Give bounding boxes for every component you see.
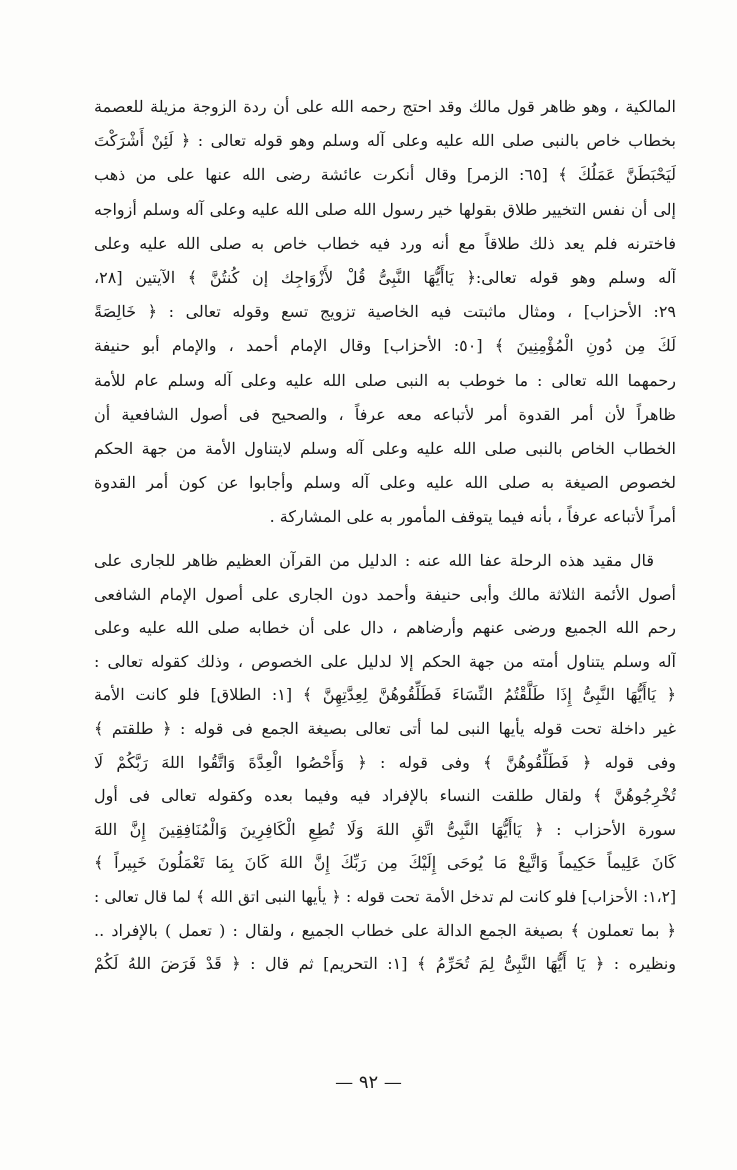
text-line: رحم الله الجميع ورضى عنهم وأرضاهم ، دال على أن خطابه صلى الله عليه وعلى	[94, 618, 676, 638]
text-line: أصول الأئمة الثلاثة مالك وأبى حنيفة وأحمد دون الجارى على أصول الإمام الشافعى	[94, 584, 676, 604]
text-line: ظاهراً لأن أمر القدوة أمر لأتباعه معه عرفاً ، والصحيح فى أصول الشافعية أن	[94, 404, 676, 424]
text-line: غير داخلة تحت قوله يأيها النبى لما أتى تعالى بصيغة الجمع فى قوله : ﴿ طلقتم ﴾	[94, 718, 676, 738]
text-line: لخصوص الصيغة به صلى الله عليه وعلى آله وسلم وأجابوا عن كون أمر القدوة	[94, 473, 676, 493]
text-line: الخطاب الخاص بالنبى صلى الله عليه وعلى آله وسلم لايتناول الأمة من جهة الحكم	[94, 438, 676, 458]
text-line: لَكَ مِن دُونِ الْمُؤْمِنِينَ ﴾ [٥٠: الأحزاب] وقال الإمام أحمد ، والإمام أبو حنيفة	[94, 336, 676, 356]
text-line: ٢٩: الأحزاب] ، ومثال ماثبتت فيه الخاصية تزويج تسع وقوله تعالى : ﴿ خَالِصَةً	[94, 302, 676, 322]
paragraph-2	[94, 544, 676, 981]
text-line: كَانَ عَلِيماً حَكِيماً وَاتَّبِعْ مَا يُوحَى إِلَيْكَ مِن رَبِّكَ إِنَّ اللهَ كَانَ بِمَا تَعْمَلُونَ خَبِيراً ﴾	[94, 853, 676, 873]
text-line: بخطاب خاص بالنبى صلى الله عليه وعلى آله وسلم وهو قوله تعالى : ﴿ لَئِنْ أَشْرَكْتَ	[94, 131, 676, 151]
text-line: ﴿ بما تعملون ﴾ بصيغة الجمع الدالة على خطاب الجميع ، ولقال : ( تعمل ) بالإفراد ..	[94, 920, 676, 940]
text-line: ﴿ يَاأَيُّهَا النَّبِىُّ إِذَا طَلَّقْتُمُ النِّسَاءَ فَطَلِّقُوهُنَّ لِعِدَّتِهِنَّ ﴾ [١: الطلاق] فلو كانت الأمة	[94, 685, 676, 705]
text-line: قال مقيد هذه الرحلة عفا الله عنه : الدليل من القرآن العظيم ظاهر للجارى على	[94, 551, 654, 570]
text-line: رحمهما الله تعالى : ما خوطب به النبى صلى الله عليه وعلى آله وسلم عام للأمة	[94, 370, 676, 390]
text-line: إلى أن نفس التخيير طلاق بقولها خير رسول الله صلى الله عليه وعلى آله وسلم أزواجه	[94, 199, 676, 219]
text-line: وفى قوله ﴿ فَطَلِّقُوهُنَّ ﴾ وفى قوله : ﴿ وَأَحْصُوا الْعِدَّةَ وَاتَّقُوا اللهَ رَبَّكُمْ لَا	[94, 752, 676, 772]
paragraph-1	[94, 90, 676, 534]
text-line: آله وسلم يتناول أمته من جهة الحكم إلا لدليل على الخصوص ، وذلك كقوله تعالى :	[94, 651, 676, 671]
text-line: سورة الأحزاب : ﴿ يَاأَيُّهَا النَّبِىُّ اتَّقِ اللهَ وَلَا تُطِعِ الْكَافِرِينَ وَالْمُنَافِقِينَ إِنَّ اللهَ	[94, 819, 676, 839]
page-number: — ٩٢ —	[335, 1072, 402, 1093]
text-line: لَيَحْبَطَنَّ عَمَلُكَ ﴾ [٦٥: الزمر] وقال أنكرت عائشة رضى الله عنها على من ذهب	[94, 165, 676, 185]
text-line: ونظيره : ﴿ يَا أَيُّهَا النَّبِىُّ لِمَ تُحَرِّمُ ﴾ [١: التحريم] ثم قال : ﴿ قَدْ فَرَضَ اللهُ لَكُمْ	[94, 954, 676, 974]
text-line: أمراً لأتباعه عرفاً ، بأنه فيما يتوقف المأمور به على المشاركة .	[269, 507, 676, 527]
text-line: آله وسلم وهو قوله تعالى:﴿ يَاأَيُّهَا النَّبِىُّ قُلْ لأَزْوَاجِك إن كُنتُنَّ ﴾ الآيتين [٢٨،	[94, 267, 676, 287]
text-line: تُخْرِجُوهُنَّ ﴾ ولقال طلقت النساء بالإفراد فيه وفيما بعده وكقوله تعالى فى أول	[94, 786, 676, 806]
text-line: فاخترنه فلم يعد ذلك طلاقاً مع أنه ورد فيه خطاب خاص به صلى الله عليه وعلى	[94, 233, 676, 253]
text-line: المالكية ، وهو ظاهر قول مالك وقد احتج رحمه الله على أن ردة الزوجة مزيلة للعصمة	[94, 97, 676, 116]
text-line: [١،٢: الأحزاب] فلو كانت لم تدخل الأمة تحت قوله : ﴿ يأيها النبى اتق الله ﴾ لما قال تعالى :	[94, 887, 676, 906]
